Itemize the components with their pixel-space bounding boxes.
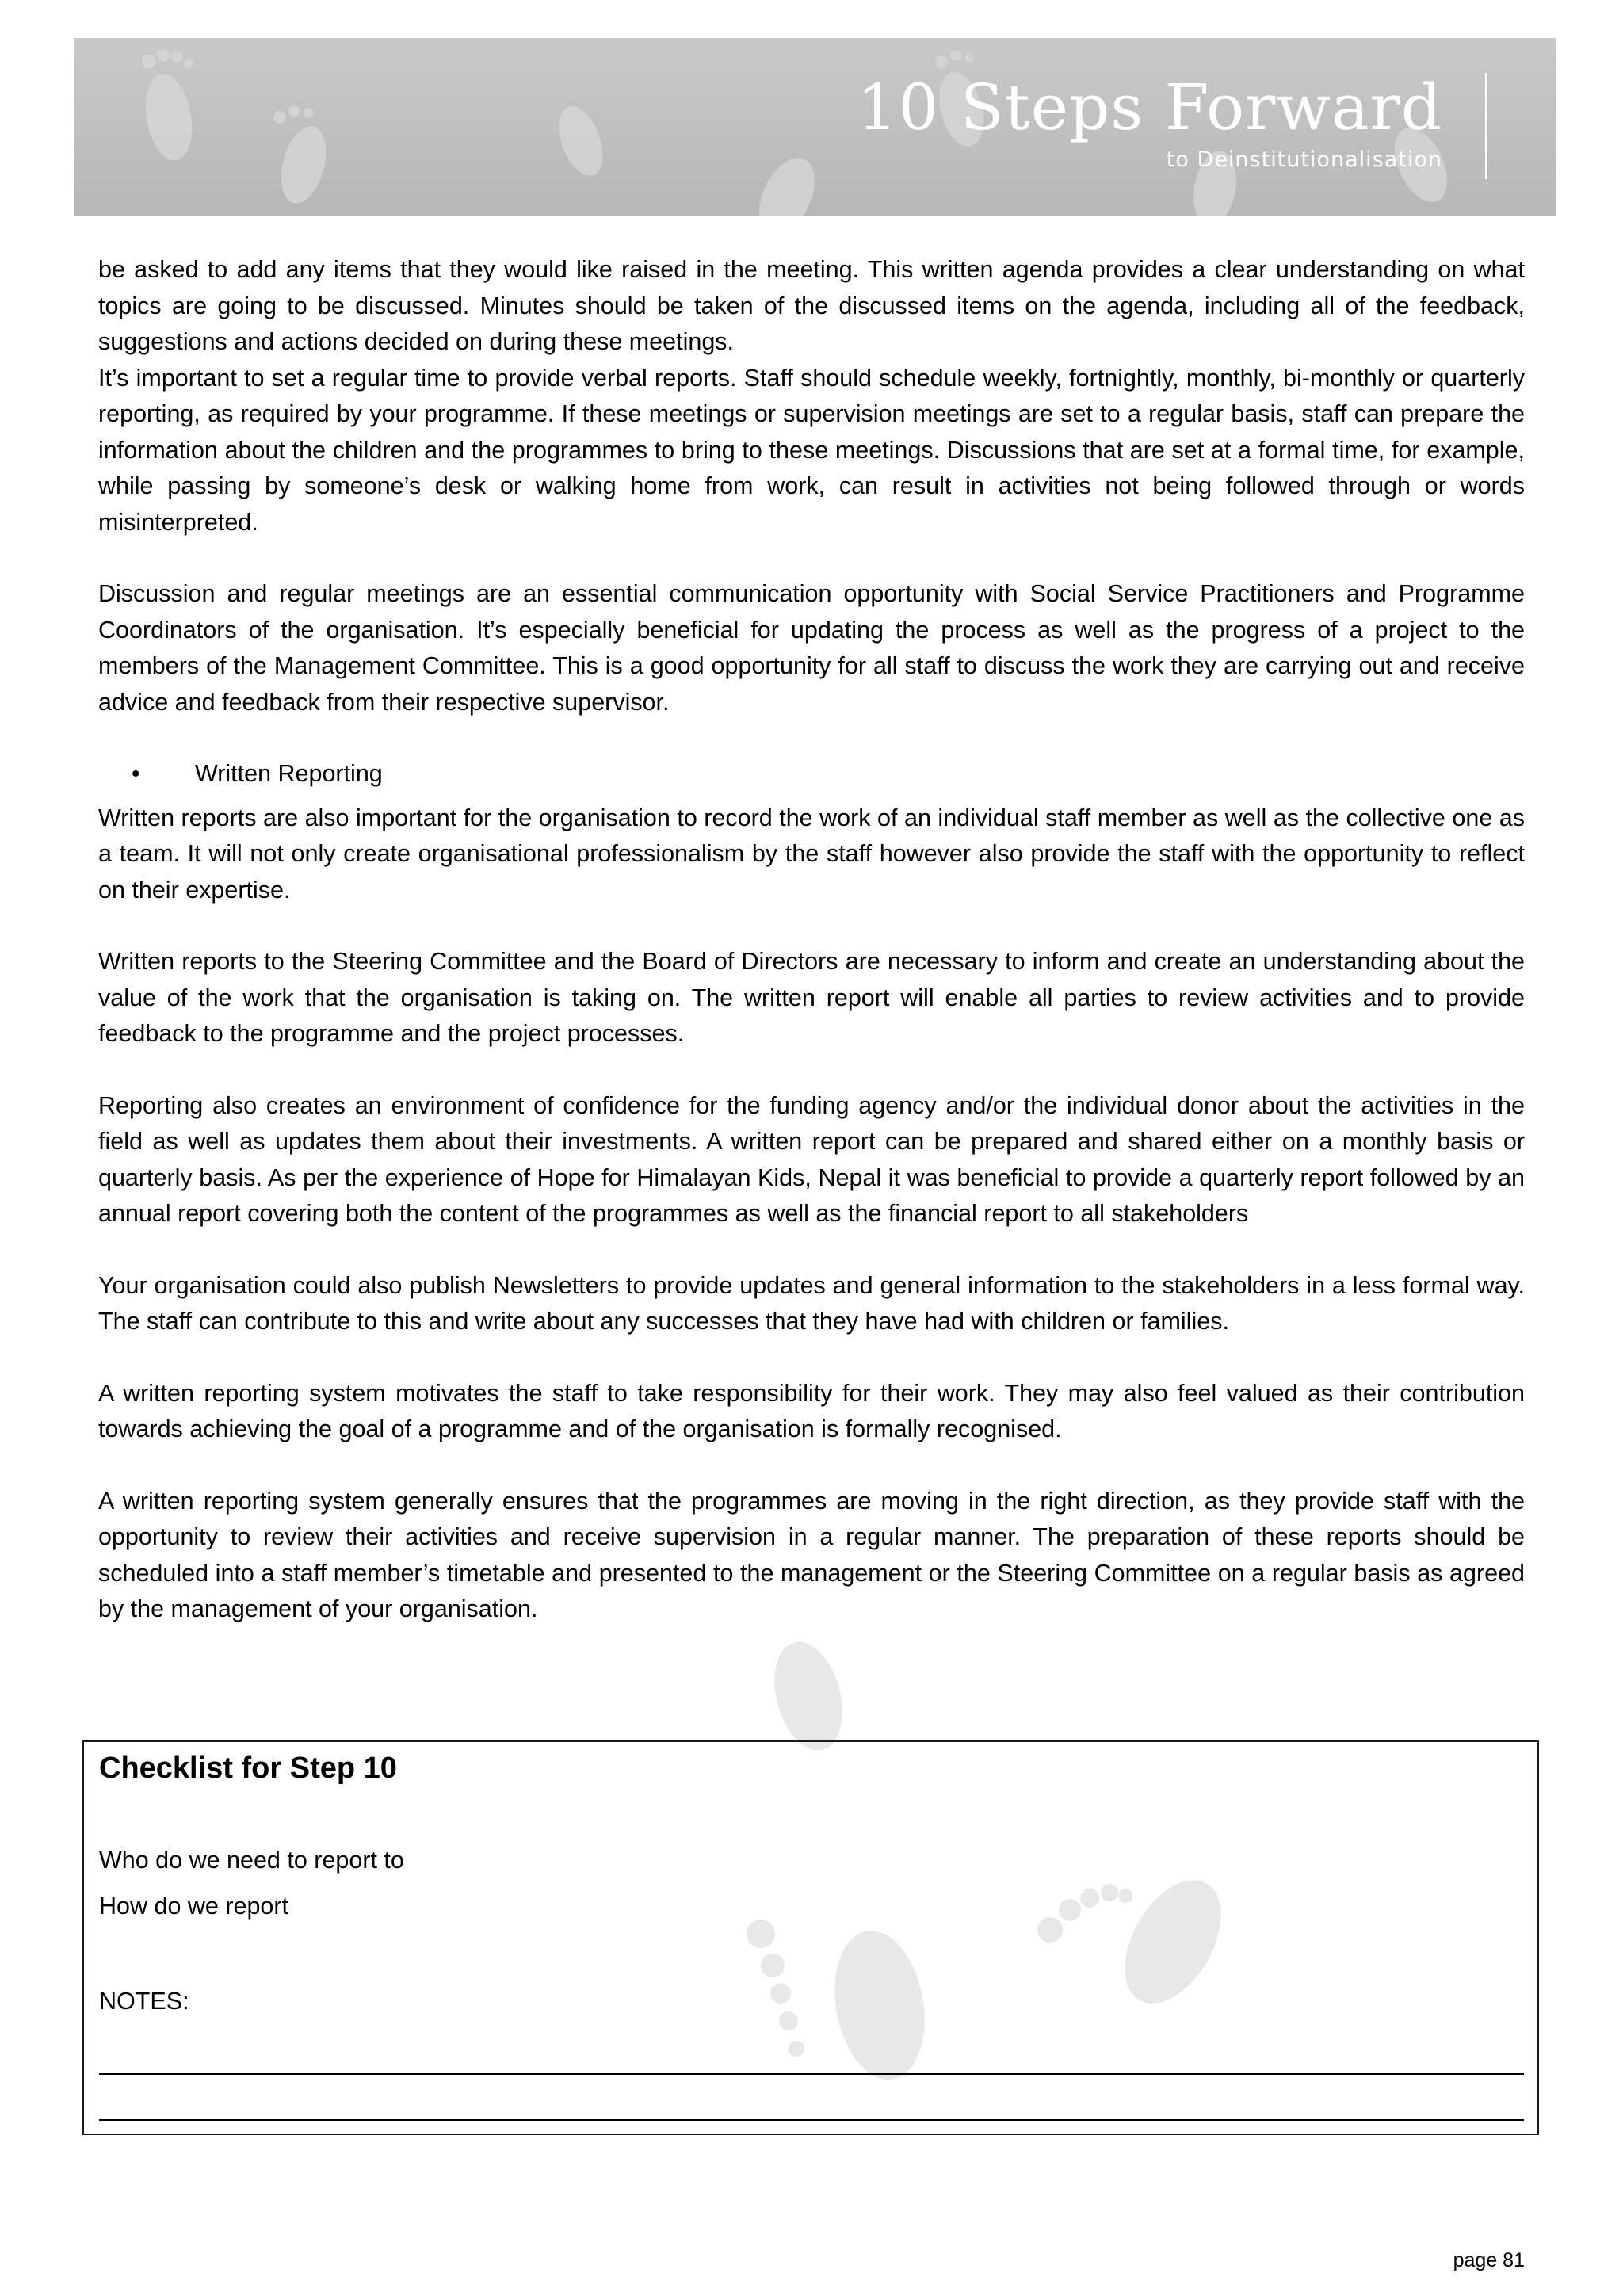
paragraph: Discussion and regular meetings are an essential communication opportunity with Social Service Practitioners and Programme Coordinators of the organisation. It’s especially beneficial for updating the process as well as the progress of a project to the members of the Management Committee. This is a good opportunity for all staff to discuss the work they are carrying out and receive advice and feedback from their respective supervisor. xyxy=(98,580,1525,716)
bullet-label: Written Reporting xyxy=(195,760,383,787)
paragraph: A written reporting system motivates the staff to take responsibility for their work. They may also feel valued as their contribution towards achieving the goal of a programme and of the organisation is formally recognised. xyxy=(98,1379,1525,1442)
paragraph: Written reports to the Steering Committee and the Board of Directors are necessary to inform and create an understanding about the value of the work that the organisation is taking on. The written report will enable all parties to review activities and to provide feedback to the programme and the project processes. xyxy=(98,948,1525,1047)
header-banner xyxy=(74,38,1556,216)
paragraph: A written reporting system generally ensures that the programmes are moving in the right direction, as they provide staff with the opportunity to review their activities and receive supervision in a regular manner. The preparation of these reports should be scheduled into a staff member’s timetable and presented to the management or the Steering Committee on a regular basis as agreed by the management of your organisation. xyxy=(98,1487,1525,1622)
notes-line xyxy=(99,2119,1524,2121)
page-number: page 81 xyxy=(1453,2249,1525,2271)
body-text xyxy=(98,252,1525,1664)
paragraph: be asked to add any items that they would like raised in the meeting. This written agenda provides a clear understanding on what topics are going to be discussed. Minutes should be taken of the discussed items on the agenda, including all of the feedback, suggestions and actions decided on during these meetings. xyxy=(98,256,1525,355)
header-subtitle: to Deinstitutionalisation xyxy=(1166,147,1442,172)
header-divider xyxy=(1485,73,1487,179)
checklist-box xyxy=(82,1740,1539,2135)
paragraph: Reporting also creates an environment of confidence for the funding agency and/or the individual donor about the activities in the field as well as updates them about their investments. A written report can be prepared and shared either on a monthly basis or quarterly basis. As per the experience of Hope for Himalayan Kids, Nepal it was beneficial to provide a quarterly report followed by an annual report covering both the content of the programmes as well as the financial report to all stakeholders xyxy=(98,1091,1525,1227)
paragraph: Written reports are also important for the organisation to record the work of an individual staff member as well as the collective one as a team. It will not only create organisational professionalism by the staff however also provide the staff with the opportunity to reflect on their expertise. xyxy=(98,804,1525,904)
checklist-item: How do we report xyxy=(99,1893,289,1920)
notes-line xyxy=(99,2073,1524,2075)
header-title: 10 Steps Forward xyxy=(857,71,1442,144)
paragraph: Your organisation could also publish Newsletters to provide updates and general information to the stakeholders in a less formal way. The staff can contribute to this and write about any successes that they have had with children or families. xyxy=(98,1271,1525,1335)
bullet-item: • Written Reporting xyxy=(98,756,1525,793)
checklist-title: Checklist for Step 10 xyxy=(99,1752,397,1785)
paragraph: It’s important to set a regular time to provide verbal reports. Staff should schedule weekly, fortnightly, monthly, bi-monthly or quarterly reporting, as required by your programme. If these meetings or supervision meetings are set to a regular basis, staff can prepare the information about the children and the programmes to bring to these meetings. Discussions that are set at a formal time, for example, while passing by someone’s desk or walking home from work, can result in activities not being followed through or words misinterpreted. xyxy=(98,364,1525,536)
notes-label: NOTES: xyxy=(99,1988,189,2015)
checklist-item: Who do we need to report to xyxy=(99,1847,404,1874)
